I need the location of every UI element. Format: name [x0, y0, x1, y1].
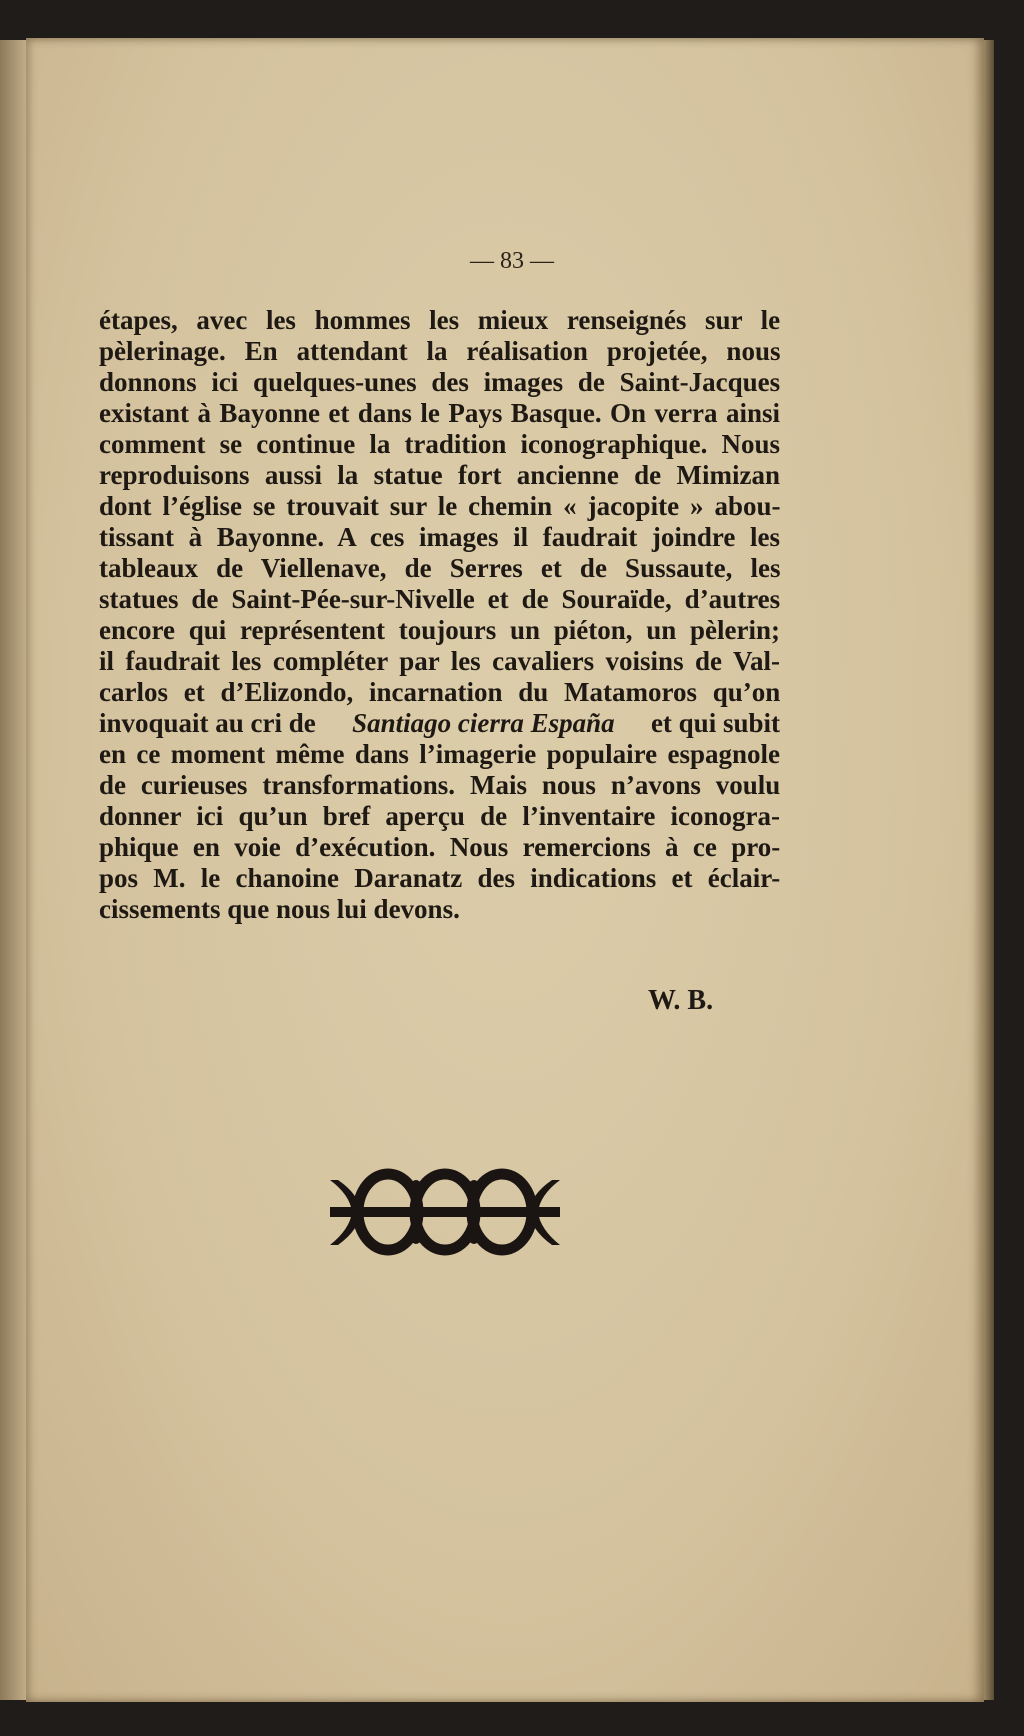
text-line: encore qui représentent toujours un piéton, un pèlerin; [99, 615, 781, 645]
text-line: en ce moment même dans l’imagerie populaire espagnole [99, 739, 780, 769]
text-line: carlos et d’Elizondo, incarnation du Matamoros qu’on [99, 677, 781, 707]
text-line: reproduisons aussi la statue fort ancienne de Mimizan [99, 460, 780, 490]
page-edge [984, 40, 994, 1700]
text-line: étapes, avec les hommes les mieux renseignés sur le [99, 305, 781, 335]
text-line: comment se continue la tradition iconographique. Nous [99, 429, 780, 459]
text-line: pos M. le chanoine Daranatz des indications et éclair- [99, 863, 781, 893]
text-line: donnons ici quelques-unes des images de Saint-Jacques [99, 367, 781, 397]
text-line: de curieuses transformations. Mais nous n’avons voulu [99, 770, 781, 800]
signature: W. B. [648, 985, 714, 1016]
page-number: — 83 — [470, 248, 554, 274]
text-segment: invoquait au cri de [99, 708, 316, 738]
text-line: tissant à Bayonne. A ces images il faudrait joindre les [99, 522, 781, 552]
italic-phrase: Santiago cierra España [352, 708, 615, 738]
text-line-with-italic [99, 708, 780, 739]
body-text [99, 305, 780, 925]
text-line: tableaux de Viellenave, de Serres et de Sussaute, les [99, 553, 781, 583]
text-line: il faudrait les compléter par les cavaliers voisins de Val- [99, 646, 780, 676]
text-line: pèlerinage. En attendant la réalisation projetée, nous [99, 336, 781, 366]
ornament-icon [330, 1165, 560, 1260]
text-segment: et qui subit [650, 708, 780, 738]
text-line: donner ici qu’un bref aperçu de l’inventaire iconogra- [99, 801, 780, 831]
text-line: existant à Bayonne et dans le Pays Basque. On verra ainsi [99, 398, 780, 428]
text-line: dont l’église se trouvait sur le chemin « jacopite » abou- [99, 491, 781, 521]
text-line: phique en voie d’exécution. Nous remercions à ce pro- [99, 832, 781, 862]
text-line: cissements que nous lui devons. [99, 894, 460, 924]
text-line: statues de Saint-Pée-sur-Nivelle et de Souraïde, d’autres [99, 584, 781, 614]
